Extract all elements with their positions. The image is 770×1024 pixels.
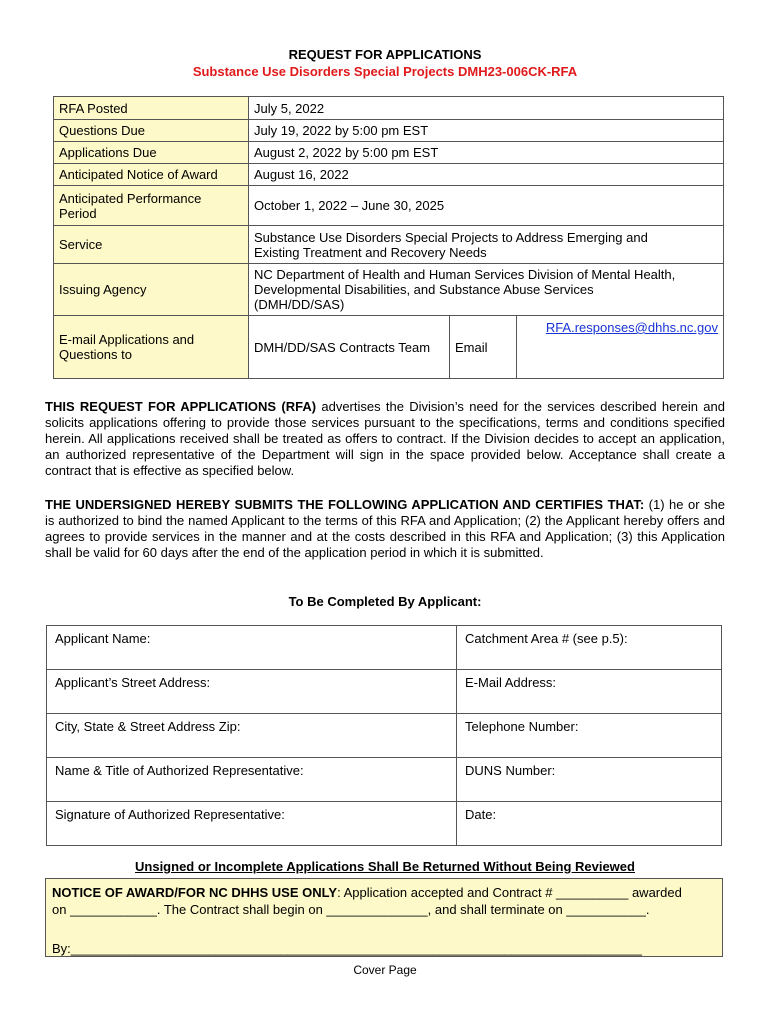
telephone-field[interactable]: Telephone Number: [457,714,722,758]
email-label-line2: Questions to [59,347,132,362]
date-field[interactable]: Date: [457,802,722,846]
notice-lead: NOTICE OF AWARD/FOR NC DHHS USE ONLY [52,885,338,900]
applicant-name-field[interactable]: Applicant Name: [47,626,457,670]
authorized-representative-field[interactable]: Name & Title of Authorized Representative: [47,758,457,802]
agency-value-line1: NC Department of Health and Human Services Division of Mental Health, [254,267,676,282]
email-address-field[interactable]: E-Mail Address: [457,670,722,714]
agency-value-line2: Developmental Disabilities, and Substance Abuse Services [254,282,594,297]
rfa-paragraph-lead: THIS REQUEST FOR APPLICATIONS (RFA) [45,399,317,414]
contracts-team: DMH/DD/SAS Contracts Team [249,316,450,379]
applications-due-value: August 2, 2022 by 5:00 pm EST [249,142,724,164]
applications-due-label: Applications Due [54,142,249,164]
page-title: REQUEST FOR APPLICATIONS [288,47,482,62]
unsigned-warning: Unsigned or Incomplete Applications Shall Be Returned Without Being Reviewed [135,859,635,874]
email-address-cell [517,316,724,379]
performance-period-label [54,186,249,226]
notice-line2: on ____________. The Contract shall begin on ______________, and shall terminate on ___________. [52,902,650,917]
service-value [249,226,724,264]
issuing-agency-label: Issuing Agency [54,264,249,316]
rfa-info-table [53,96,724,379]
rfa-paragraph-text: advertises the Division’s need for the services described herein and solicits applications offering to provide those services pursuant to the specifications, terms and conditions specified herein. All applications received shall be treated as offers to contract. If the Division decides to accept an application, an authorized representative of the Department will sign in the space provided below. Acceptance shall create a contract that is effective as specified below. [45,399,725,478]
performance-period-value: October 1, 2022 – June 30, 2025 [249,186,724,226]
service-value-line1: Substance Use Disorders Special Projects to Address Emerging and [254,229,648,245]
rfa-posted-value: July 5, 2022 [249,97,724,120]
notice-line1 [52,884,716,901]
rfa-posted-label: RFA Posted [54,97,249,120]
duns-number-field[interactable]: DUNS Number: [457,758,722,802]
street-address-field[interactable]: Applicant’s Street Address: [47,670,457,714]
email-word: Email [450,316,517,379]
certification-paragraph [45,497,725,561]
agency-value-line3: (DMH/DD/SAS) [254,297,345,312]
certification-paragraph-text: (1) he or she is authorized to bind the named Applicant to the terms of this RFA and Application; (2) the Applicant hereby offers and agrees to provide services in the manner and at the costs described in this RFA and Application; (3) this Application shall be valid for 60 days after the end of the application period in which it is submitted. [45,497,725,560]
city-state-zip-field[interactable]: City, State & Street Address Zip: [47,714,457,758]
notice-by-line: By:_______________________________________________________________________________ [52,941,642,956]
service-value-line2: Existing Treatment and Recovery Needs [254,244,487,260]
email-applications-label [54,316,249,379]
signature-field[interactable]: Signature of Authorized Representative: [47,802,457,846]
notice-line1-text: : Application accepted and Contract # __________ awarded [337,885,682,900]
to-be-completed-heading: To Be Completed By Applicant: [288,594,482,609]
rfa-subtitle: Substance Use Disorders Special Projects DMH23-006CK-RFA [192,64,578,79]
issuing-agency-value [249,264,724,316]
catchment-area-field[interactable]: Catchment Area # (see p.5): [457,626,722,670]
certification-paragraph-lead: THE UNDERSIGNED HEREBY SUBMITS THE FOLLOWING APPLICATION AND CERTIFIES THAT: [45,497,645,512]
rfa-paragraph [45,399,725,479]
questions-due-value: July 19, 2022 by 5:00 pm EST [249,120,724,142]
page-footer: Cover Page [353,963,417,977]
notice-award-label: Anticipated Notice of Award [54,164,249,186]
performance-label-line2: Period [59,205,97,221]
performance-label-line1: Anticipated Performance [59,190,202,206]
email-address-link[interactable]: RFA.responses@dhhs.nc.gov [545,320,718,335]
notice-of-award-box [45,878,723,957]
email-label-line1: E-mail Applications and [59,332,195,347]
questions-due-label: Questions Due [54,120,249,142]
notice-award-value: August 16, 2022 [249,164,724,186]
service-label: Service [54,226,249,264]
applicant-form-table [46,625,722,846]
